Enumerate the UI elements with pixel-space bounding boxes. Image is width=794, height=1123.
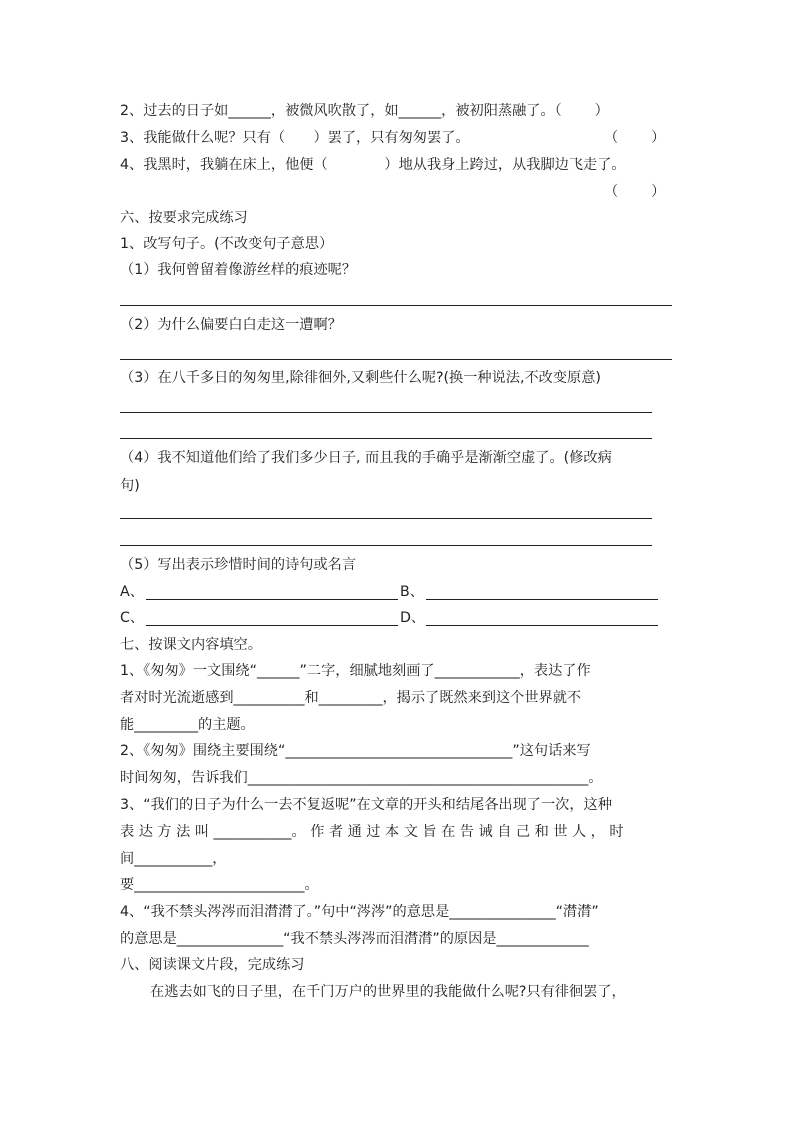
question-7-1-line1: 1、《匆匆》一文围绕“______”二字，细腻地刻画了____________，表达了作 xyxy=(120,663,591,679)
question-7-4-line1: 4、“我不禁头涔涔而泪潸潸了。”句中“涔涔”的意思是_______________“潸潸” xyxy=(120,904,599,920)
sub-question-5: （5）写出表示珍惜时间的诗句或名言 xyxy=(120,557,357,573)
question-5-3: 3、我能做什么呢？只有（ ）罢了，只有匆匆罢了。 xyxy=(120,130,470,146)
question-7-3-line3: 间___________， xyxy=(120,851,227,867)
sub-question-4-cont: 句) xyxy=(120,478,140,494)
question-7-3-line2: 表 达 方 法 叫 ___________。 作 者 通 过 本 文 旨 在 告 诫 自 己 和 世 人 ， 时 xyxy=(120,824,624,840)
section-6-heading: 六、按要求完成练习 xyxy=(120,210,248,226)
option-a-label: A、 xyxy=(120,584,144,600)
question-7-3-line4: 要________________________。 xyxy=(120,877,319,893)
answer-line-a[interactable] xyxy=(146,599,398,600)
answer-line-3b[interactable] xyxy=(120,438,652,439)
answer-line-3a[interactable] xyxy=(120,412,652,413)
answer-paren-5-3: （ ） xyxy=(604,130,666,146)
answer-line-d[interactable] xyxy=(426,625,658,626)
question-7-2-line2: 时间匆匆，告诉我们________________________________________________。 xyxy=(120,770,603,786)
section-8-heading: 八、阅读课文片段，完成练习 xyxy=(120,957,305,973)
question-7-2-line1: 2、《匆匆》围绕主要围绕“________________________________”这句话来写 xyxy=(120,743,591,759)
option-d-label: D、 xyxy=(400,610,426,626)
section-7-heading: 七、按课文内容填空。 xyxy=(120,637,262,653)
reading-passage: 在逃去如飞的日子里，在千门万户的世界里的我能做什么呢?只有徘徊罢了， xyxy=(150,984,626,1000)
question-5-2: 2、过去的日子如______，被微风吹散了，如______，被初阳蒸融了。（ ） xyxy=(120,103,609,119)
question-7-3-line1: 3、“我们的日子为什么一去不复返呢”在文章的开头和结尾各出现了一次，这种 xyxy=(120,797,612,813)
answer-line-c[interactable] xyxy=(146,625,398,626)
sub-question-1: （1）我何曾留着像游丝样的痕迹呢？ xyxy=(120,262,357,278)
question-6-1: 1、改写句子。(不改变句子意思） xyxy=(120,236,334,252)
sub-question-4: （4）我不知道他们给了我们多少日子, 而且我的手确乎是渐渐空虚了。(修改病 xyxy=(120,450,612,466)
question-5-4: 4、我黑时，我躺在床上，他便（ ）地从我身上跨过，从我脚边飞走了。 xyxy=(120,157,626,173)
sub-question-2: （2）为什么偏要白白走这一遭啊？ xyxy=(120,317,342,333)
option-c-label: C、 xyxy=(120,610,145,626)
answer-line-4a[interactable] xyxy=(120,518,652,519)
option-b-label: B、 xyxy=(400,584,424,600)
answer-line-1[interactable] xyxy=(120,305,672,306)
answer-paren-5-4: （ ） xyxy=(604,184,666,200)
question-7-1-line2: 者对时光流逝感到__________和_________，揭示了既然来到这个世界就不 xyxy=(120,690,582,706)
sub-question-3: （3）在八千多日的匆匆里,除徘徊外,又剩些什么呢?(换一种说法,不改变原意) xyxy=(120,370,601,386)
answer-line-2[interactable] xyxy=(120,359,672,360)
answer-line-4b[interactable] xyxy=(120,545,652,546)
question-7-4-line2: 的意思是_______________“我不禁头涔涔而泪潸潸”的原因是_____________ xyxy=(120,931,589,947)
question-7-1-line3: 能_________的主题。 xyxy=(120,717,255,733)
answer-line-b[interactable] xyxy=(426,599,658,600)
